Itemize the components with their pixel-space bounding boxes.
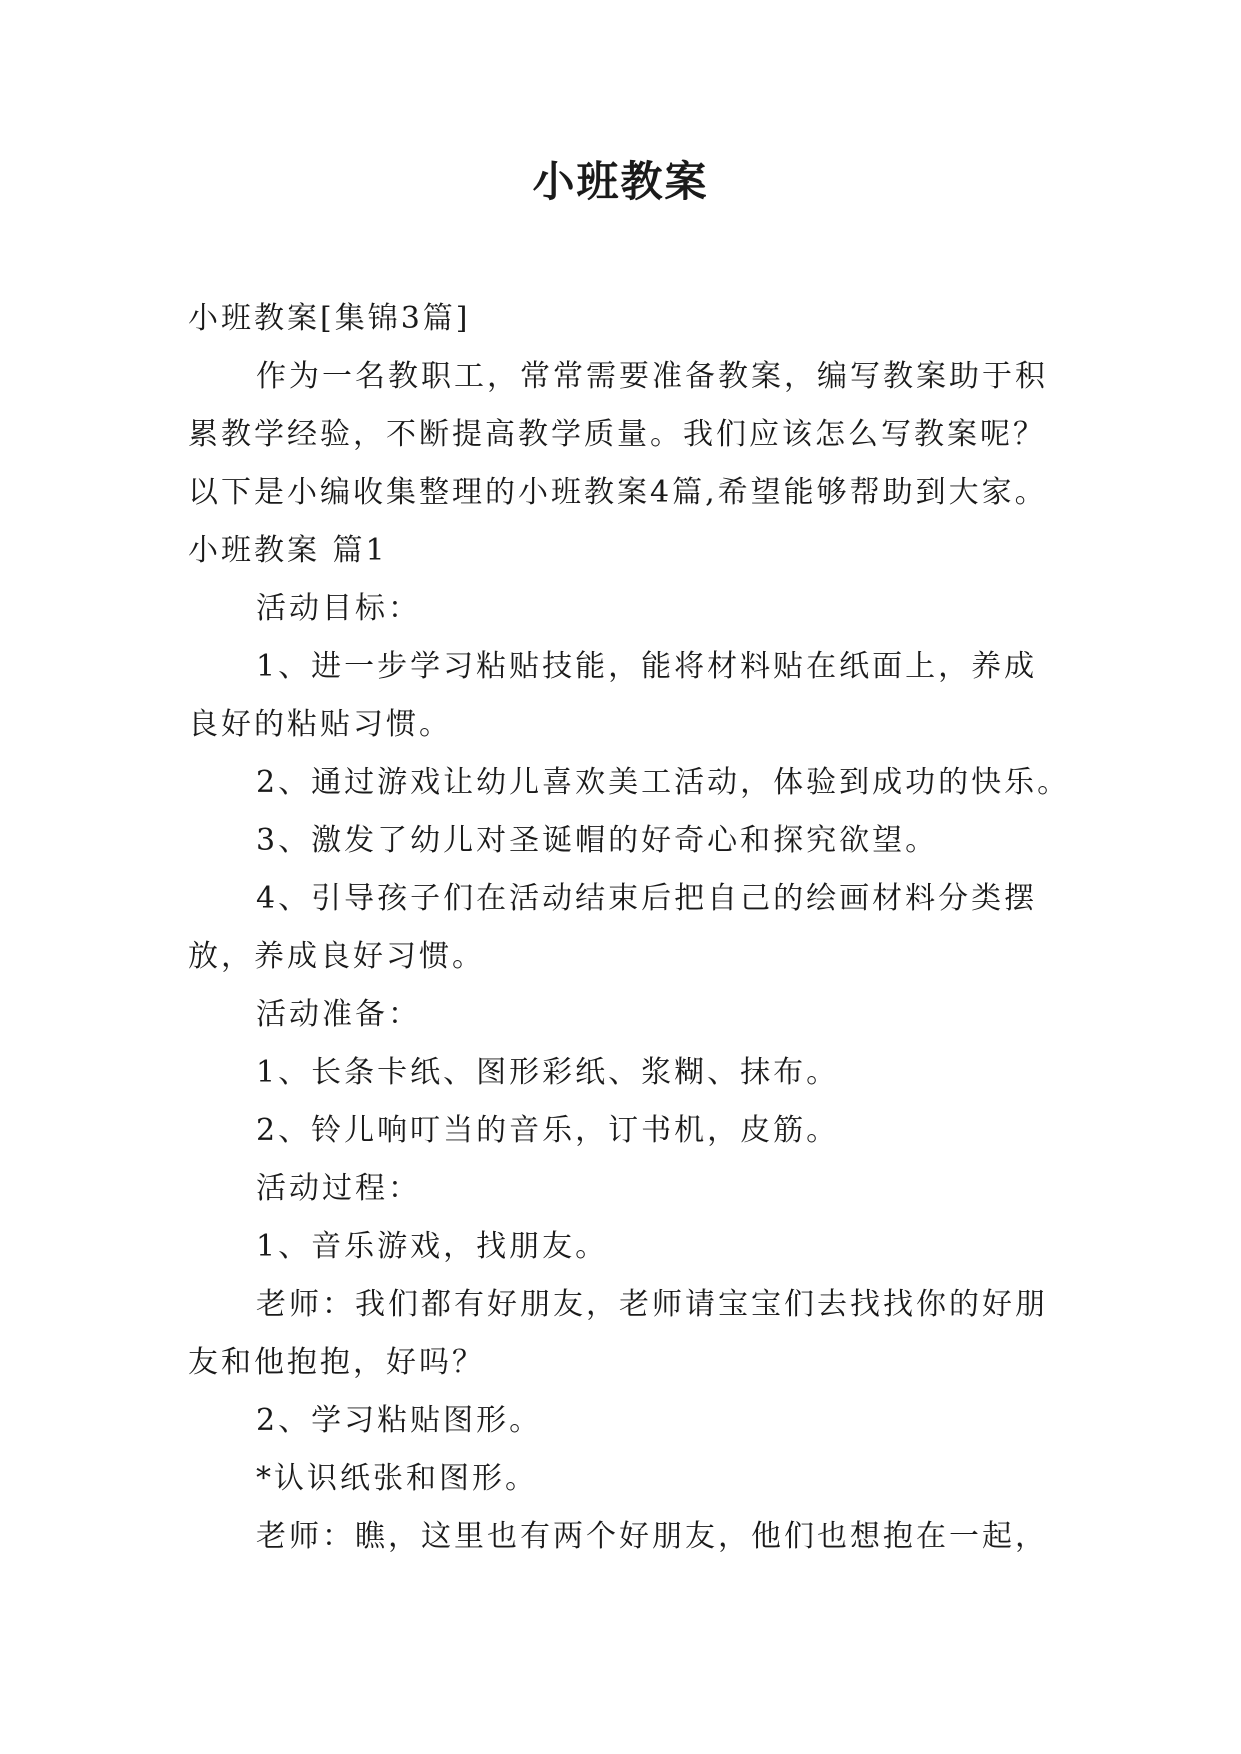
text-line: 小班教案[集锦3篇]: [188, 301, 471, 336]
text-line: 2、铃儿响叮当的音乐，订书机，皮筋。: [256, 1113, 840, 1148]
text-line: *认识纸张和图形。: [256, 1461, 538, 1496]
text-line: 2、通过游戏让幼儿喜欢美工活动，体验到成功的快乐。: [256, 765, 1071, 800]
text-line: 友和他抱抱，好吗？: [188, 1345, 485, 1380]
text-line: 老师：瞧，这里也有两个好朋友，他们也想抱在一起，: [256, 1519, 1048, 1554]
text-line: 良好的粘贴习惯。: [188, 707, 452, 742]
text-line: 活动准备：: [256, 997, 421, 1032]
text-line: 小班教案 篇1: [188, 533, 388, 568]
text-line: 1、进一步学习粘贴技能，能将材料贴在纸面上，养成: [256, 649, 1038, 684]
text-line: 1、音乐游戏，找朋友。: [256, 1229, 609, 1264]
text-line: 活动目标：: [256, 591, 421, 626]
text-line: 以下是小编收集整理的小班教案4篇,希望能够帮助到大家。: [188, 475, 1048, 510]
text-line: 活动过程：: [256, 1171, 421, 1206]
text-line: 4、引导孩子们在活动结束后把自己的绘画材料分类摆: [256, 881, 1038, 916]
text-line: 作为一名教职工，常常需要准备教案，编写教案助于积: [256, 359, 1048, 394]
document-title: 小班教案: [532, 157, 709, 206]
text-line: 2、学习粘贴图形。: [256, 1403, 543, 1438]
document-body: [188, 290, 1071, 1566]
text-line: 3、激发了幼儿对圣诞帽的好奇心和探究欲望。: [256, 823, 939, 858]
text-line: 老师：我们都有好朋友，老师请宝宝们去找找你的好朋: [256, 1287, 1048, 1322]
text-line: 1、长条卡纸、图形彩纸、浆糊、抹布。: [256, 1055, 840, 1090]
text-line: 累教学经验，不断提高教学质量。我们应该怎么写教案呢？: [188, 417, 1046, 452]
text-line: 放，养成良好习惯。: [188, 939, 485, 974]
